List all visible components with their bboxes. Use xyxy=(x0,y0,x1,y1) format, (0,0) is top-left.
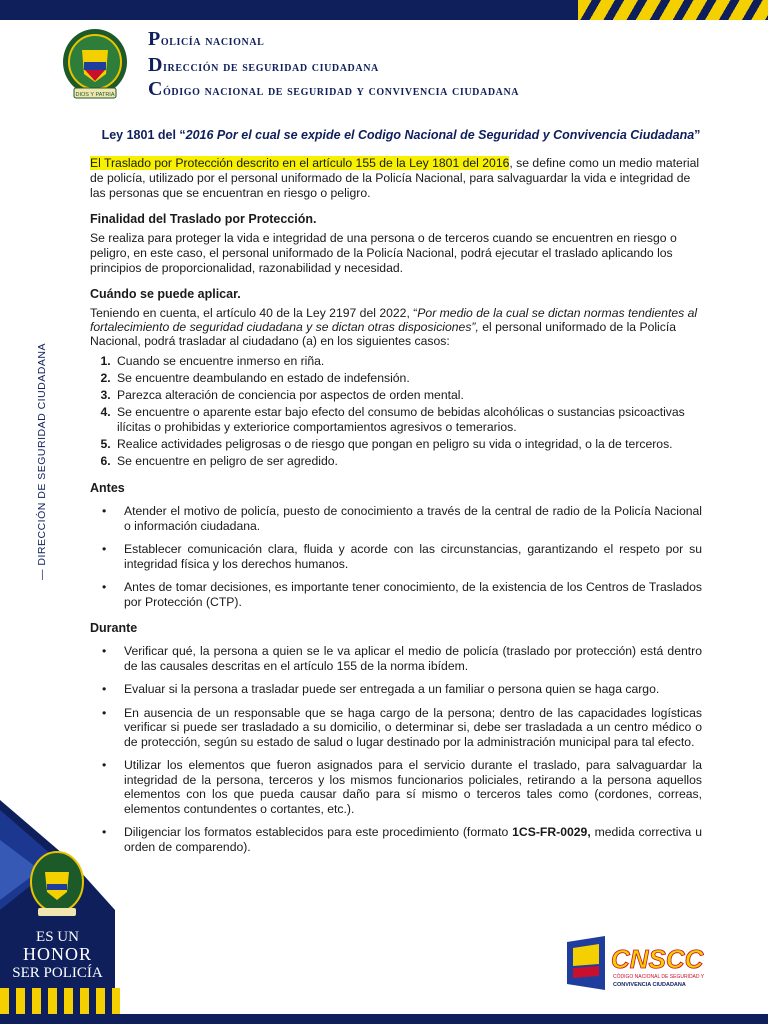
durante-item: • Verificar qué, la persona a quien se le va aplicar el medio de policía (traslado por protección) está dentro de las causales descritas en el artículo 155 de la norma ibídem. xyxy=(124,644,702,673)
antes-list xyxy=(124,504,702,609)
finalidad-text: Se realiza para proteger la vida e integridad de una persona o de terceros cuando se encuentren en riesgo o peligro, en este caso, el personal uniformado de la Policía Nacional, podrá ejecutar el traslado aplicando los principios de proporcionalidad, razonabilidad y necesidad. xyxy=(90,231,677,275)
crest-motto: DIOS Y PATRIA xyxy=(75,92,115,98)
top-checkered-stripe xyxy=(578,0,768,20)
antes-item: • Antes de tomar decisiones, es importante tener conocimiento, de la existencia de los Centros de Traslados por Protección (CTP). xyxy=(124,580,702,609)
cuando-heading: Cuándo se puede aplicar. xyxy=(90,287,241,301)
cnscc-wordmark: CNSCC xyxy=(611,944,704,974)
durante-list xyxy=(124,644,702,854)
header-line-1: Policía nacional xyxy=(148,28,265,50)
slogan-line-1: ES UN xyxy=(36,929,79,945)
intro-highlight: El Traslado por Protección descrito en el artículo 155 de la Ley 1801 del 2016 xyxy=(90,156,510,170)
antes-heading: Antes xyxy=(90,481,125,495)
bottom-band xyxy=(0,1014,768,1024)
case-item: 3. Parezca alteración de conciencia por aspectos de orden mental. xyxy=(114,388,702,403)
document-title: Ley 1801 del “2016 Por el cual se expide el Codigo Nacional de Seguridad y Convivencia Ciudadana” xyxy=(101,128,701,142)
durante-item: • Evaluar si la persona a trasladar puede ser entregada a un familiar o persona quien se haga cargo. xyxy=(124,682,702,697)
antes-item: • Establecer comunicación clara, fluida y acorde con las circunstancias, garantizando el respeto por su integridad física y los derechos humanos. xyxy=(124,542,702,571)
cnscc-logo xyxy=(565,934,705,992)
cases-list xyxy=(114,354,702,469)
cnscc-subtext-2: CONVIVENCIA CIUDADANA xyxy=(613,982,686,988)
durante-heading: Durante xyxy=(90,621,138,635)
header-line-3: Código nacional de seguridad y convivencia ciudadana xyxy=(148,78,520,100)
case-item: 5. Realice actividades peligrosas o de riesgo que pongan en peligro su vida o integridad, o la de terceros. xyxy=(114,437,702,452)
header-line-2: Dirección de seguridad ciudadana xyxy=(148,54,379,76)
slogan-line-2: HONOR xyxy=(22,944,92,964)
case-item: 6. Se encuentre en peligro de ser agredido. xyxy=(114,454,702,469)
document-body xyxy=(90,128,702,863)
intro-paragraph: El Traslado por Protección descrito en el artículo 155 de la Ley 1801 del 2016, se define como un medio material de policía, utilizado por el personal uniformado de la Policía Nacional, para salvaguardar la vida e integridad de las personas que se encuentran en riesgo o peligro. xyxy=(90,156,700,200)
case-item: 2. Se encuentre deambulando en estado de indefensión. xyxy=(114,371,702,386)
slogan-line-3: SER POLICÍA xyxy=(12,965,103,981)
bottom-checkered-stripe xyxy=(0,988,120,1014)
case-item: 4. Se encuentre o aparente estar bajo efecto del consumo de bebidas alcohólicas o sustancias psicoactivas ilícitas o prohibidas y exteriorice comportamientos agresivos o temerarios. xyxy=(114,405,702,435)
durante-item: • En ausencia de un responsable que se haga cargo de la persona; dentro de las capacidades logísticas verificar si puede ser trasladado a su domicilio, o determinar si, debe ser trasladada a un centro médico o de protección, según su estado de salud o lugar destinado por la administración municipal para tal efecto. xyxy=(124,706,702,750)
antes-item: • Atender el motivo de policía, puesto de conocimiento a través de la central de radio de la Policía Nacional o información ciudadana. xyxy=(124,504,702,533)
finalidad-heading: Finalidad del Traslado por Protección. xyxy=(90,212,317,226)
durante-item: • Diligenciar los formatos establecidos para este procedimiento (formato 1CS-FR-0029, medida correctiva u orden de comparendo). xyxy=(124,825,702,854)
side-label: — DIRECCIÓN DE SEGURIDAD CIUDADANA xyxy=(36,343,48,580)
cnscc-subtext-1: CÓDIGO NACIONAL DE SEGURIDAD Y xyxy=(613,974,705,980)
cuando-text: Teniendo en cuenta, el artículo 40 de la Ley 2197 del 2022, “Por medio de la cual se dictan normas tendientes al fortalecimiento de seguridad ciudadana y se dictan otras disposiciones”, el personal uniformado de la Policía Nacional, podrá trasladar al ciudadano (a) en los siguientes casos: xyxy=(90,306,698,348)
durante-item: • Utilizar los elementos que fueron asignados para el servicio durante el traslado, para salvaguardar la integridad de la persona, terceros y los mismos funcionarios policiales, retirando a la persona aquellos elementos con los que pueda causar daño para sí mismo o terceros tales como (cordones, correas, elementos contundentes o cortantes, etc.). xyxy=(124,758,702,816)
case-item: 1. Cuando se encuentre inmerso en riña. xyxy=(114,354,702,369)
police-crest-logo xyxy=(60,26,130,104)
